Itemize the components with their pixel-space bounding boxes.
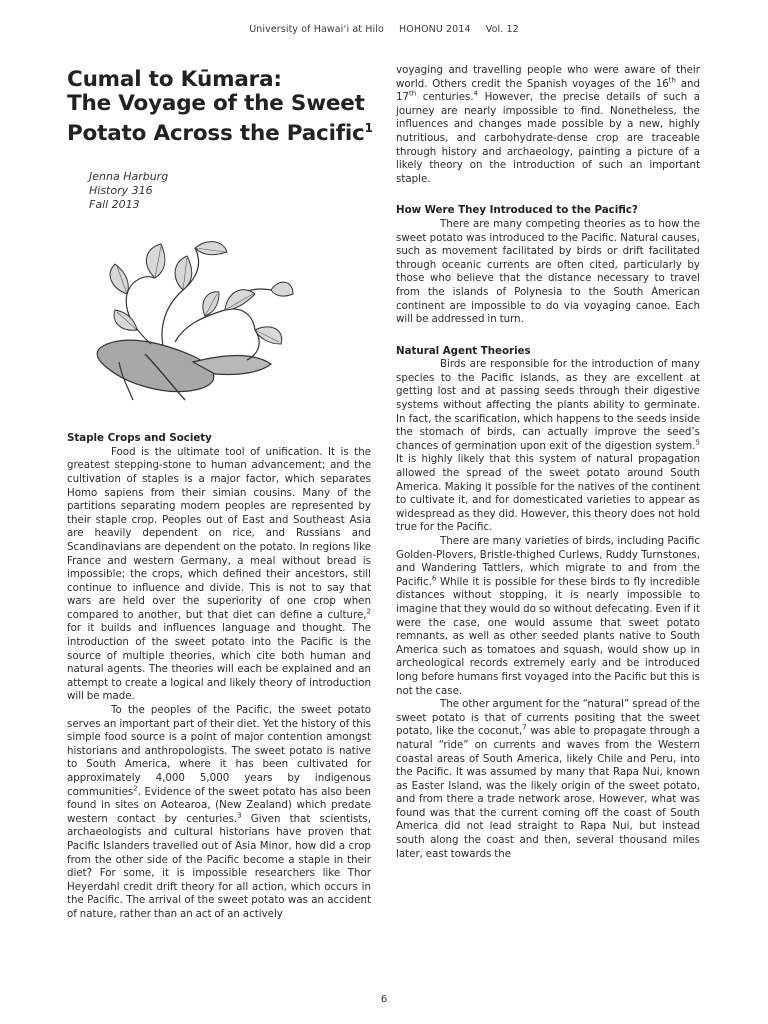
cont-text-b: and 17: [396, 77, 700, 104]
heading-staple-crops: Staple Crops and Society: [67, 432, 212, 445]
ordinal-suffix: th: [409, 89, 417, 98]
staple-paragraph-1: [67, 446, 371, 704]
sweet-potato-illustration: [75, 234, 295, 402]
staple-paragraph-2: [67, 704, 371, 922]
footnote-ref[interactable]: 6: [431, 574, 437, 583]
right-column: [396, 64, 700, 861]
sweet-potato-leaves: [110, 242, 293, 344]
byline: [67, 170, 371, 212]
course-name: History 316: [89, 184, 153, 198]
staple-p1-text-a: Food is the ultimate tool of unification. It is the greatest stepping-stone to human advancement; and the cultivation of staples is a major factor, which separates Homo sapiens from their simian cousins. Many of the partitions separating modern peoples are represented by their staple crop. Peoples out of East and Southeast Asia are heavily dependent on rice, and Russians and Scandinavians are dependent on the potato. In regions like France and western Germany, a meal without bread is impossible; the crops, which defined their ancestors, still continue to influence and divide. This is not to say that wars are held over the superiority of one crop when compared to another, but that diet can define a culture,: [67, 445, 371, 621]
running-header: [0, 24, 768, 35]
natural-p1-text-a: Birds are responsible for the introduction of many species to the Pacific islands, as they are excellent at getting lost and at passing seeds through their digestive systems without affecting the plants ability to germinate. In fact, the scarification, which happens to the seeds inside the stomach of birds, can actually improve the seed’s chances of germination upon exit of the digestion system.: [396, 358, 700, 452]
sweet-potato-roots: [97, 340, 271, 400]
natural-p3-text-b: was able to propagate through a natural “ride” on currents and waves from the Western coastal areas of South America, likely Chile and Peru, into the Pacific. It was assumed by many that Rapa Nui, known as Easter Island, was the likely origin of the sweet potato, and from there a trade network arose. However, what was found was that the current coming off the coast of South America did not lead straight to Rapa Nui, but instead south along the coast and then, several thousand miles later, east towards the: [396, 725, 700, 860]
cont-text-a: voyaging and travelling people who were aware of their world. Others credit the Spanish voyages of the 16: [396, 64, 700, 90]
staple-p2-text-b: . Evidence of the sweet potato has also been found in sites on Aotearoa, (New Zealand) which predate western contact by centuries.: [67, 785, 371, 825]
footnote-ref[interactable]: 3: [237, 811, 242, 820]
footnote-ref[interactable]: 2: [366, 607, 371, 616]
title-footnote-ref[interactable]: 1: [364, 121, 373, 135]
how-paragraph-1: There are many competing theories as to how the sweet potato was introduced to the Pacific. Natural causes, such as movement facilitated by birds or drift facilitated through oceanic currents are often cited, particularly by those who believe that the distance necessary to travel from the islands of Polynesia to the South American continent are impossible to do via voyaging canoe. Each will be addressed in turn.: [396, 217, 700, 326]
footnote-ref[interactable]: 4: [473, 89, 479, 98]
title-line-2: The Voyage of the Sweet: [67, 91, 365, 116]
natural-paragraph-3: [396, 698, 700, 861]
natural-p1-text-b: It is highly likely that this system of natural propagation allowed the spread of the sweet potato around South America. Making it possible for the natives of the continent to cultivate it, and for domesticated varieties to appear as widespread as they did. However, this theory does not hold true for the Pacific.: [396, 453, 700, 534]
page-number: 6: [380, 994, 388, 1005]
heading-how-introduced: How Were They Introduced to the Pacific?: [396, 204, 638, 217]
term: Fall 2013: [89, 198, 140, 212]
footnote-ref[interactable]: 7: [522, 723, 527, 732]
footnote-ref[interactable]: 2: [133, 784, 138, 793]
header-journal: HOHONU 2014: [399, 24, 471, 35]
staple-p2-text-a: To the peoples of the Pacific, the sweet potato serves an important part of their diet. Yet the history of this simple food source is a point of major contention amongst historians and anthropologists. The sweet potato is native to South America, where it has been cultivated for approximately 4,000 5,000 years by indigenous communities: [67, 704, 371, 798]
header-institution: University of Hawai‘i at Hilo: [249, 24, 384, 35]
heading-natural-agent: Natural Agent Theories: [396, 344, 531, 357]
title-line-3-text: Potato Across the Pacific: [67, 121, 365, 147]
left-column: [67, 64, 371, 922]
natural-p2-text-b: While it is possible for these birds to fly incredible distances without stopping, it is nearly impossible to imagine that they would do so without defecating. Even if it were the case, one would assume that sweet potato remnants, as well as other seeded plants native to South America such as tomatoes and squash, would show up in archeological records extremely early and be introduced long before humans first voyaged into the Pacific but this is not the case.: [396, 575, 700, 697]
cont-text-d: However, the precise details of such a journey are nearly impossible to find. Nonetheless, the influences and changes made possible by a new, highly nutritious, and carbohydrate-dense crop are traceable through history and archaeology, painting a picture of a likely theory on the introduction of such an important staple.: [396, 91, 700, 185]
natural-paragraph-1: [396, 358, 700, 535]
author-name: Jenna Harburg: [89, 170, 169, 184]
ordinal-suffix: th: [668, 76, 676, 85]
header-volume: Vol. 12: [485, 24, 519, 35]
footnote-ref[interactable]: 5: [695, 438, 700, 447]
article-title: [67, 68, 371, 146]
natural-p3-text-a: The other argument for the “natural” spread of the sweet potato is that of currents positing that the sweet potato, like the coconut,: [396, 698, 700, 738]
cont-text-c: centuries.: [416, 91, 474, 104]
staple-paragraph-2-continued: [396, 64, 700, 186]
natural-paragraph-2: [396, 535, 700, 698]
title-line-1: Cumal to Kūmara:: [67, 67, 282, 92]
title-line-3: [67, 116, 371, 146]
natural-p2-text-a: There are many varieties of birds, including Pacific Golden-Plovers, Bristle-thighed Curlews, Ruddy Turnstones, and Wandering Tattlers, which migrate to and from the Pacific.: [396, 535, 700, 588]
staple-p1-text-b: for it builds and influences language and thought. The introduction of the sweet potato into the Pacific is the source of multiple theories, which cite both human and natural agents. The theories will each be explained and an attempt to create a logical and likely theory of introduction will be made.: [67, 622, 371, 703]
staple-p2-text-c: Given that scientists, archaeologists and cultural historians have proven that Pacific Islanders travelled out of Asia Minor, how did a crop from the other side of the Pacific become a staple in their diet? For some, it is impossible researchers like Thor Heyerdahl credit drift theory for all action, which occurs in the Pacific. The arrival of the sweet potato was an accident of nature, rather than an act of an actively: [67, 812, 371, 920]
